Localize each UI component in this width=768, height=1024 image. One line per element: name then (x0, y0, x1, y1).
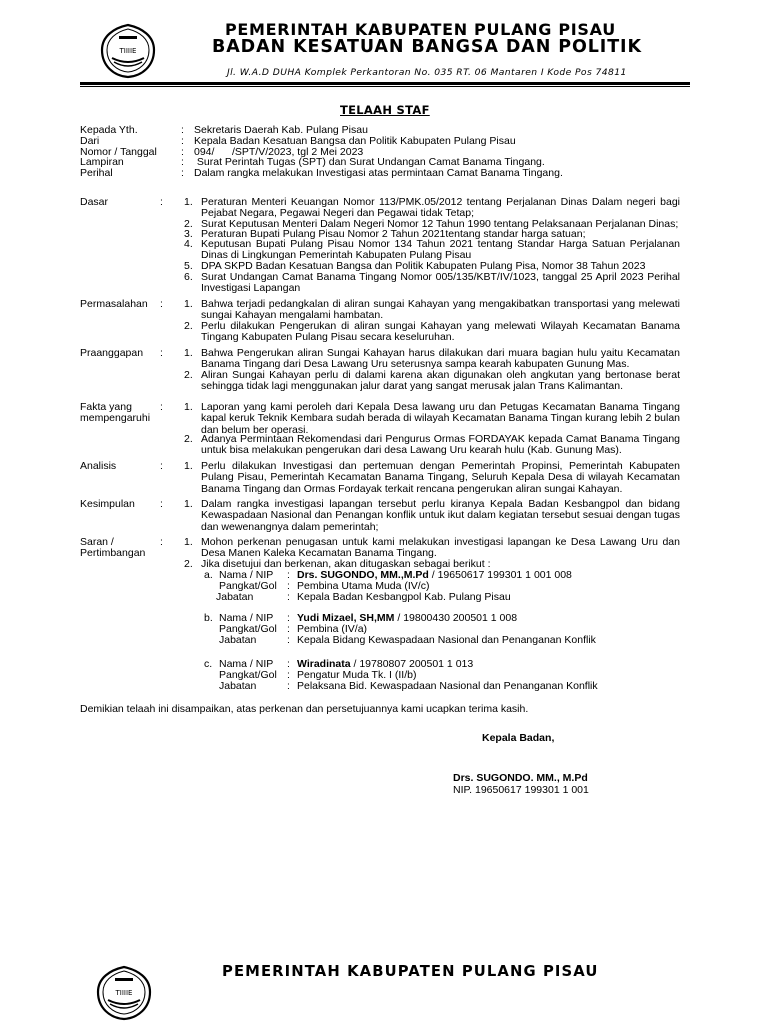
section-label-dasar: Dasar (80, 196, 109, 208)
section-colon: : (160, 401, 163, 413)
section-colon: : (160, 460, 163, 472)
item-text: Jika disetujui dan berkenan, akan ditugaskan sebagai berikut : (201, 558, 491, 570)
field-colon: : (181, 135, 184, 147)
official-jabatan-label: Jabatan (216, 591, 254, 603)
item-number: 1. (184, 298, 193, 310)
field-value: Kepala Badan Kesatuan Bangsa dan Politik Kabupaten Pulang Pisau (194, 135, 516, 147)
official-letter: a. (204, 569, 213, 581)
field-label: Perihal (80, 167, 113, 179)
official-pangkat-label: Pangkat/Gol (219, 669, 277, 681)
item-number: 3. (184, 228, 193, 240)
official-name: Yudi Mizael, SH,MM (297, 612, 395, 624)
closing-text: Demikian telaah ini disampaikan, atas perkenan dan persetujuannya kami ucapkan terima kasih. (80, 703, 529, 715)
item-number: 2. (184, 320, 193, 332)
item-text: Perlu dilakukan Pengerukan di aliran sungai Kahayan yang melewati Wilayah Kecamatan Banama Tingang Kabupaten Pulang Pisau secara keseluruhan. (201, 320, 680, 344)
item-number: 5. (184, 260, 193, 272)
field-value: Dalam rangka melakukan Investigasi atas permintaan Camat Banama Tingang. (194, 167, 563, 179)
field-colon: : (181, 156, 184, 168)
item-text: Surat Keputusan Menteri Dalam Negeri Nomor 12 Tahun 1990 tentang Pelaksanaan Perjalanan Dinas; (201, 218, 679, 230)
official-jabatan: Kepala Bidang Kewaspadaan Nasional dan Penanganan Konflik (297, 634, 596, 646)
section-label-saran-1: Saran / (80, 536, 114, 548)
field-colon: : (287, 591, 290, 603)
emblem-text: TIIIIE (119, 47, 137, 55)
field-label: Nomor / Tanggal (80, 146, 157, 158)
item-text: Peraturan Bupati Pulang Pisau Nomor 2 Tahun 2021tentang standar harga satuan; (201, 228, 586, 240)
section-label-analisis: Analisis (80, 460, 117, 472)
field-colon: : (287, 569, 290, 581)
item-number: 2. (184, 433, 193, 445)
official-jabatan-label: Jabatan (219, 634, 257, 646)
official-pangkat-label: Pangkat/Gol (219, 623, 277, 635)
item-number: 1. (184, 347, 193, 359)
header-field (80, 168, 700, 180)
official-letter: c. (204, 658, 213, 670)
letterhead-line1: PEMERINTAH KABUPATEN PULANG PISAU (225, 20, 616, 39)
signature-name: Drs. SUGONDO. MM., M.Pd (453, 772, 588, 784)
section-label-fakta-1: Fakta yang (80, 401, 132, 413)
field-label: Lampiran (80, 156, 124, 168)
item-number: 1. (184, 536, 193, 548)
field-colon: : (181, 146, 184, 158)
official-name: Wiradinata (297, 658, 351, 670)
field-colon: : (287, 680, 290, 692)
letterhead-address: Jl. W.A.D DUHA Komplek Perkantoran No. 035 RT. 06 Mantaren I Kode Pos 74811 (227, 67, 627, 78)
item-text: Mohon perkenan penugasan untuk kami melakukan investigasi lapangan ke Desa Lawang Uru dan Desa Manen Kaleka Kecamatan Banama Tingang. (201, 536, 680, 560)
letterhead-line2: BADAN KESATUAN BANGSA DAN POLITIK (212, 37, 642, 57)
official-nip: / 19650617 199301 1 001 008 (428, 569, 572, 581)
official-pangkat: Pembina Utama Muda (IV/c) (297, 580, 430, 592)
item-text: Aliran Sungai Kahayan perlu di dalami karena akan digunakan oleh angkutan yang bertonase berat sehingga tidak lagi menggunakan jalur darat yang sangat merusak jalan Trans Kalimantan. (201, 369, 680, 393)
field-label: Dari (80, 135, 100, 147)
section-colon: : (160, 298, 163, 310)
footer-letterhead: PEMERINTAH KABUPATEN PULANG PISAU (222, 963, 599, 980)
field-colon: : (287, 669, 290, 681)
official-jabatan: Pelaksana Bid. Kewaspadaan Nasional dan Penanganan Konflik (297, 680, 598, 692)
item-number: 1. (184, 196, 193, 208)
item-text: Surat Undangan Camat Banama Tingang Nomor 005/135/KBT/IV/1023, tanggal 25 April 2023 Perihal Investigasi Lapangan (201, 271, 680, 295)
official-nama-label: Nama / NIP (219, 569, 274, 581)
section-label-fakta-2: mempengaruhi (80, 412, 151, 424)
regency-emblem-icon (98, 22, 158, 80)
item-text: Bahwa Pengerukan aliran Sungai Kahayan harus dilakukan dari muara bagian hulu yaitu Kecamatan Banama Tingang dari Desa Lawang Uru seterusnya sampa kearah kabupaten Gunung Mas. (201, 347, 680, 371)
item-number: 2. (184, 218, 193, 230)
section-label-praanggapan: Praanggapan (80, 347, 144, 359)
official-nama-label: Nama / NIP (219, 612, 274, 624)
field-colon: : (181, 167, 184, 179)
item-number: 2. (184, 369, 193, 381)
official-pangkat: Pembina (IV/a) (297, 623, 368, 635)
field-colon: : (287, 634, 290, 646)
official-pangkat-label: Pangkat/Gol (219, 580, 277, 592)
item-text: Bahwa terjadi pedangkalan di aliran sungai Kahayan yang mengakibatkan transportasi yang melewati sungai Kahayan mengalami hambatan. (201, 298, 680, 322)
section-colon: : (160, 347, 163, 359)
official-name: Drs. SUGONDO, MM.,M.Pd (297, 569, 429, 581)
item-text: Peraturan Menteri Keuangan Nomor 113/PMK.05/2012 tentang Perjalanan Dinas Dalam negeri bagi Pejabat Negara, Pegawai Negeri dan Pegawai tidak Tetap; (201, 196, 680, 220)
page-title: TELAAH STAF (340, 103, 430, 117)
item-number: 1. (184, 498, 193, 510)
field-colon: : (287, 612, 290, 624)
item-number: 2. (184, 558, 193, 570)
field-value: 094/ /SPT/V/2023, tgl 2 Mei 2023 (194, 146, 364, 158)
item-number: 6. (184, 271, 193, 283)
item-number: 1. (184, 460, 193, 472)
section-colon: : (160, 196, 163, 208)
official-letter: b. (204, 612, 213, 624)
official-jabatan-label: Jabatan (219, 680, 257, 692)
section-label-permasalahan: Permasalahan (80, 298, 148, 310)
item-text: Adanya Permintaan Rekomendasi dari Pengurus Ormas FORDAYAK kepada Camat Banama Tingang untuk bisa melakukan pengerukan dari desa Lawang Uru kearah hulu (Kab. Gunung Mas). (201, 433, 680, 457)
field-value: Surat Perintah Tugas (SPT) dan Surat Undangan Camat Banama Tingang. (194, 156, 545, 168)
section-label-kesimpulan: Kesimpulan (80, 498, 135, 510)
signature-title: Kepala Badan, (482, 732, 555, 744)
section-colon: : (160, 498, 163, 510)
item-text: Laporan yang kami peroleh dari Kepala Desa lawang uru dan Petugas Kecamatan Banama Tingang kapal keruk Teknik Kembara sudah berada di wilayah Kecamatan Banama Tingan kurang lebih 2 bulan dan belum ber operasi. (201, 401, 680, 436)
letterhead-rule-thin (80, 86, 690, 87)
field-colon: : (181, 124, 184, 136)
item-number: 1. (184, 401, 193, 413)
item-text: Dalam rangka investigasi lapangan tersebut perlu kiranya Kepala Badan Kesbangpol dan bidang Kewaspadaan Nasional dan Penangan konflik untuk ikut dalam kegiatan tersebut sesuai dengan tugas dan wewenangnya dalam pemerintah; (201, 498, 680, 533)
official-nip: / 19780807 200501 1 013 (350, 658, 474, 670)
signature-nip: NIP. 19650617 199301 1 001 (453, 784, 589, 796)
regency-emblem-icon (94, 964, 154, 1022)
official-pangkat: Pengatur Muda Tk. I (II/b) (297, 669, 417, 681)
letterhead-rule-thick (80, 82, 690, 85)
field-colon: : (287, 623, 290, 635)
item-text: Perlu dilakukan Investigasi dan pertemuan dengan Pemerintah Propinsi, Pemerintah Kabupaten Pulang Pisau, Pemerintah Kecamatan Banama Tingang, Seluruh Kepala Desa di wilayah Kecamatan Banama Tingang dan Ormas Fordayak terkait rencana pengerukan aliran sungai Kahayan. (201, 460, 680, 495)
field-colon: : (287, 580, 290, 592)
emblem-text: TIIIIE (115, 989, 133, 997)
item-number: 4. (184, 238, 193, 250)
field-label: Kepada Yth. (80, 124, 138, 136)
item-text: DPA SKPD Badan Kesatuan Bangsa dan Politik Kabupaten Pulang Pisa, Nomor 38 Tahun 2023 (201, 260, 646, 272)
item-text: Keputusan Bupati Pulang Pisau Nomor 134 Tahun 2021 tentang Standar Harga Satuan Perjalanan Dinas di Lingkungan Pemerintah Kabupaten Pulang Pisau (201, 238, 680, 262)
official-nama-label: Nama / NIP (219, 658, 274, 670)
section-colon: : (160, 536, 163, 548)
section-label-saran-2: Pertimbangan (80, 547, 146, 559)
official-jabatan: Kepala Badan Kesbangpol Kab. Pulang Pisau (297, 591, 511, 603)
field-colon: : (287, 658, 290, 670)
official-nip: / 19800430 200501 1 008 (394, 612, 518, 624)
field-value: Sekretaris Daerah Kab. Pulang Pisau (194, 124, 368, 136)
